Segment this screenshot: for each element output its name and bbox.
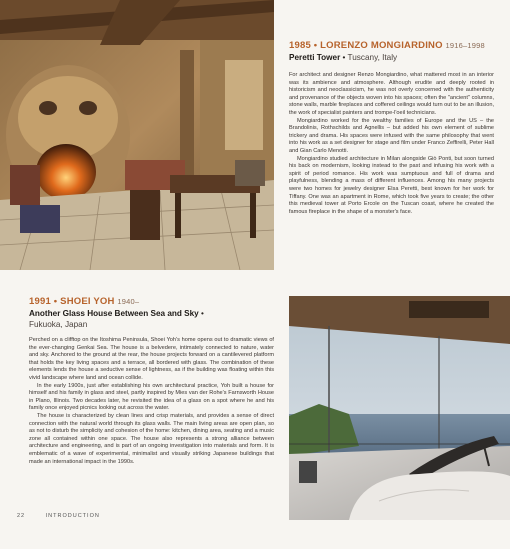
entry-dates: 1940–: [117, 297, 140, 306]
body-paragraph: Mongiardino studied architecture in Milan alongside Giò Ponti, but soon turned his back on modernism, looking instead to the past and infusing his work with a spirit of period romance. His work was sumptuous and full of drama and playfulness, blending a mass of different influences. Among his many projects were two homes for jewelry designer Elsa Peretti, best known for her work for Tiffany. One was an apartment in Rome, which took five years to create; the other this medieval tower at Porto Ercole on the Tuscan coast, where he created the famous fireplace in the shape of a monster's face.: [289, 155, 494, 215]
photo-interior-fireplace: [0, 0, 274, 270]
page-number: 22: [17, 513, 26, 519]
entry-year: 1991: [29, 296, 51, 307]
section-label: INTRODUCTION: [45, 513, 100, 519]
body-paragraph: Mongiardino worked for the wealthy families of Europe and the US – the Brandolinis, Rothschilds and Agnellis – but added his own element of sublime trickery and drama. His spaces were infused with the same philosophy that went into his work as a set designer for stage and film under Franco Zeffirelli, Peter Hall and Gian Carlo Menotti.: [289, 117, 494, 154]
body-paragraph: In the early 1900s, just after establishing his own architectural practice, Yoh built a house for himself and his family in glass and steel, partly inspired by Mies van der Rohe's Farnsworth House in Plano, Illinois. Two decades later, he revisited the idea of a glass on a spot where he and his family once enjoyed picnics looking out across the water.: [29, 382, 274, 412]
entry-location: Fukuoka, Japan: [29, 320, 88, 329]
entry-year: 1985: [289, 40, 311, 51]
photo-glass-house: [289, 296, 510, 520]
entry-title: Peretti Tower • Tuscany, Italy: [289, 53, 398, 62]
entry-heading: 1991 • SHOEI YOH 1940–: [29, 296, 140, 307]
entry-building: Peretti Tower: [289, 53, 341, 62]
body-paragraph: For architect and designer Renzo Mongiardino, what mattered most in an interior was its ambience and atmosphere. Although erudite and deeply rooted in historicism and neoclassicism, he was not overly concerned with the authenticity and provenance of the objects woven into his spaces; often the "ancient" columns, stone walls, marble fireplaces and coffered ceilings would turn out to be an illusion, the work of specialist painters and trompe-l'oeil technicians.: [289, 72, 494, 116]
entry-lorenzo-mongiardino: [289, 40, 494, 216]
entry-heading: 1985 • LORENZO MONGIARDINO 1916–1998: [289, 40, 485, 51]
entry-architect: SHOEI YOH: [60, 296, 115, 307]
entry-dates: 1916–1998: [445, 41, 485, 50]
entry-location-line: [29, 320, 274, 329]
body-paragraph: The house is characterized by clean lines and crisp materials, and provides a sense of direct connection with the natural world through its glass walls. The main living areas are open plan, so as not to disturb the simplicity and cohesion of the home: kitchen, dining area, seating and a music zone all contained within one space. The house also represents a strong alliance between architecture and engineering, and is part of an ongoing investigation into materials and form. It is emblematic of a wave of experimental, minimalist and visually striking Japanese buildings that made an international impact in the 1990s.: [29, 412, 274, 465]
entry-location: Tuscany, Italy: [347, 53, 398, 62]
body-paragraph: Perched on a clifftop on the Itoshima Peninsula, Shoei Yoh's home opens out to dramatic views of the ever-changing Genkai Sea. The house is a belvedere, intimately connected to nature, water and sky. Anchored to the ground at the rear, the house projects forward on a cantilevered platform that holds the key living spaces and a terrace, all bordered with glass. The combination of these elements lends the house a seductive sense of lightness, as if the building was floating within this vivid landscape where land and ocean collide.: [29, 337, 274, 381]
entry-shoei-yoh: [29, 296, 274, 466]
page-footer: [17, 513, 118, 519]
entry-body: [289, 72, 494, 216]
entry-title: Another Glass House Between Sea and Sky •: [29, 309, 204, 318]
entry-body: [29, 337, 274, 466]
entry-architect: LORENZO MONGIARDINO: [320, 40, 443, 51]
entry-building: Another Glass House Between Sea and Sky: [29, 309, 199, 318]
